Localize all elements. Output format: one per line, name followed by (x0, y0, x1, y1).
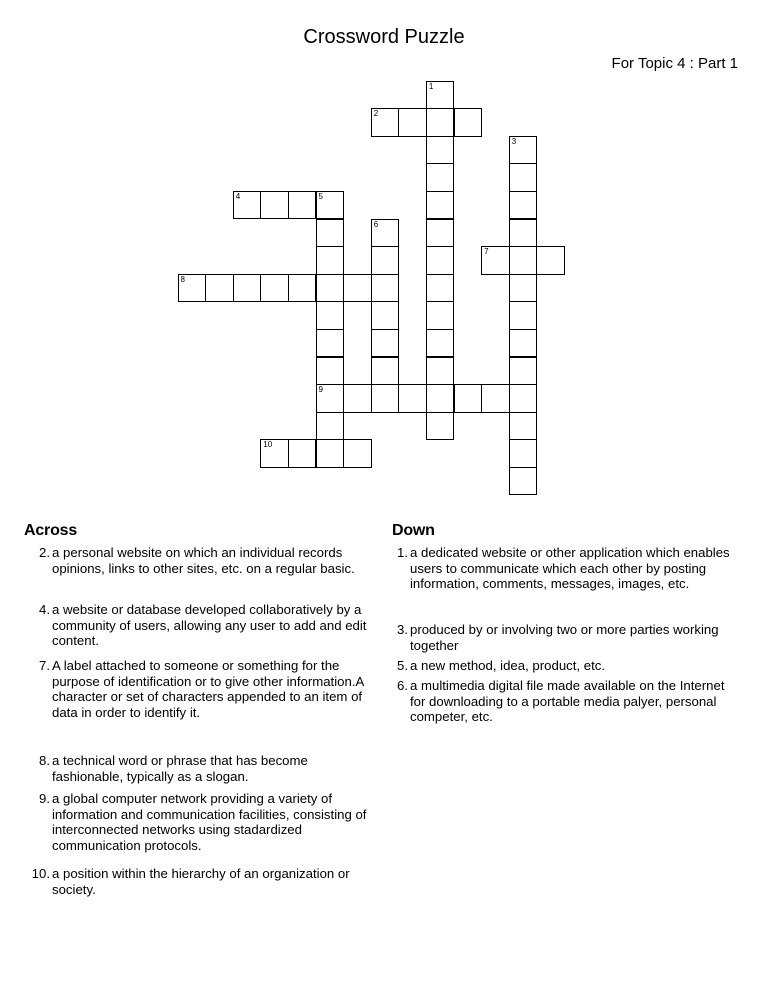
grid-cell[interactable] (233, 274, 262, 303)
clue-text: a website or database developed collaboratively by a community of users, allowing any user to add and edit content. (52, 602, 367, 648)
grid-cell[interactable] (426, 301, 455, 330)
grid-cell[interactable] (343, 439, 372, 468)
clue-down-1 (382, 545, 737, 592)
grid-cell[interactable] (426, 219, 455, 248)
grid-cell[interactable] (509, 163, 538, 192)
grid-cell[interactable] (260, 439, 289, 468)
grid-cell[interactable] (509, 219, 538, 248)
grid-cell[interactable] (426, 136, 455, 165)
page-subtitle: For Topic 4 : Part 1 (611, 55, 738, 72)
grid-cell[interactable] (316, 301, 345, 330)
grid-cell[interactable] (426, 357, 455, 386)
clue-text: a dedicated website or other application which enables users to communicate which each other by posting information, comments, messages, images, etc. (410, 545, 730, 591)
grid-cell[interactable] (371, 274, 400, 303)
grid-cell[interactable] (398, 108, 427, 137)
across-heading: Across (24, 522, 78, 539)
grid-cell[interactable] (233, 191, 262, 220)
grid-cell[interactable] (260, 191, 289, 220)
grid-cell[interactable] (343, 274, 372, 303)
clue-text: a personal website on which an individual records opinions, links to other sites, etc. on a regular basic. (52, 545, 355, 576)
grid-cell[interactable] (343, 384, 372, 413)
grid-cell[interactable] (536, 246, 565, 275)
clue-text: a technical word or phrase that has become fashionable, typically as a slogan. (52, 753, 308, 784)
clue-number: 9. (39, 791, 50, 806)
clue-text: A label attached to someone or something for the purpose of identification or to give other information.A character or set of characters appended to an item of data in order to identify it. (52, 658, 364, 720)
grid-cell[interactable] (426, 384, 455, 413)
clue-across-7 (24, 658, 379, 720)
grid-cell[interactable] (178, 274, 207, 303)
grid-cell[interactable] (371, 384, 400, 413)
grid-cell[interactable] (288, 274, 317, 303)
cell-clue-number: 9 (318, 385, 323, 395)
grid-cell[interactable] (316, 357, 345, 386)
clue-text: produced by or involving two or more parties working together (410, 622, 719, 653)
down-heading: Down (392, 522, 435, 539)
clue-text: a global computer network providing a variety of information and communication facilities, consisting of interconnected networks using stadardized communication protocols. (52, 791, 367, 853)
clue-down-5 (382, 658, 737, 674)
grid-cell[interactable] (398, 384, 427, 413)
grid-cell[interactable] (509, 191, 538, 220)
grid-cell[interactable] (509, 357, 538, 386)
clue-text: a new method, idea, product, etc. (410, 658, 605, 673)
clue-number: 7. (39, 658, 50, 673)
grid-cell[interactable] (481, 384, 510, 413)
grid-cell[interactable] (316, 439, 345, 468)
clue-across-8 (24, 753, 379, 784)
grid-cell[interactable] (509, 384, 538, 413)
grid-cell[interactable] (426, 246, 455, 275)
grid-cell[interactable] (426, 329, 455, 358)
grid-cell[interactable] (509, 301, 538, 330)
clue-number: 6. (397, 678, 408, 693)
grid-cell[interactable] (288, 439, 317, 468)
clue-number: 1. (397, 545, 408, 560)
clue-number: 3. (397, 622, 408, 637)
clue-across-9 (24, 791, 379, 853)
clue-down-3 (382, 622, 737, 653)
clue-number: 2. (39, 545, 50, 560)
clue-down-6 (382, 678, 737, 725)
grid-cell[interactable] (371, 219, 400, 248)
grid-cell[interactable] (426, 81, 455, 110)
grid-cell[interactable] (509, 412, 538, 441)
grid-cell[interactable] (454, 108, 483, 137)
grid-cell[interactable] (371, 301, 400, 330)
grid-cell[interactable] (426, 163, 455, 192)
grid-cell[interactable] (316, 329, 345, 358)
grid-cell[interactable] (509, 246, 538, 275)
grid-cell[interactable] (509, 467, 538, 496)
grid-cell[interactable] (371, 329, 400, 358)
grid-cell[interactable] (454, 384, 483, 413)
grid-cell[interactable] (316, 412, 345, 441)
grid-cell[interactable] (316, 274, 345, 303)
clue-number: 10. (31, 866, 50, 881)
page-title: Crossword Puzzle (303, 26, 465, 48)
clue-number: 4. (39, 602, 50, 617)
grid-cell[interactable] (509, 439, 538, 468)
cell-clue-number: 10 (263, 440, 273, 450)
cell-clue-number: 5 (318, 191, 323, 201)
cell-clue-number: 4 (235, 191, 241, 201)
clue-number: 8. (39, 753, 50, 768)
grid-cell[interactable] (371, 108, 400, 137)
grid-cell[interactable] (371, 357, 400, 386)
grid-cell[interactable] (509, 136, 538, 165)
cell-clue-number: 7 (484, 247, 489, 257)
grid-cell[interactable] (426, 108, 455, 137)
grid-cell[interactable] (426, 412, 455, 441)
clue-across-2 (24, 545, 379, 576)
cell-clue-number: 1 (428, 81, 434, 91)
grid-cell[interactable] (509, 329, 538, 358)
clue-across-4 (24, 602, 379, 649)
clue-text: a multimedia digital file made available on the Internet for downloading to a portable media palyer, personal competer, etc. (410, 678, 725, 724)
grid-cell[interactable] (260, 274, 289, 303)
cell-clue-number: 2 (373, 109, 379, 119)
grid-cell[interactable] (481, 246, 510, 275)
grid-cell[interactable] (509, 274, 538, 303)
grid-cell[interactable] (426, 191, 455, 220)
grid-cell[interactable] (316, 246, 345, 275)
grid-cell[interactable] (371, 246, 400, 275)
grid-cell[interactable] (426, 274, 455, 303)
grid-cell[interactable] (205, 274, 234, 303)
cell-clue-number: 6 (373, 219, 379, 229)
cell-clue-number: 3 (511, 136, 517, 146)
grid-cell[interactable] (316, 219, 345, 248)
cell-clue-number: 8 (180, 274, 185, 284)
grid-cell[interactable] (316, 384, 345, 413)
grid-cell[interactable] (288, 191, 317, 220)
clue-number: 5. (397, 658, 408, 673)
clue-text: a position within the hierarchy of an organization or society. (52, 866, 350, 897)
grid-cell[interactable] (316, 191, 345, 220)
clue-across-10 (24, 866, 379, 897)
